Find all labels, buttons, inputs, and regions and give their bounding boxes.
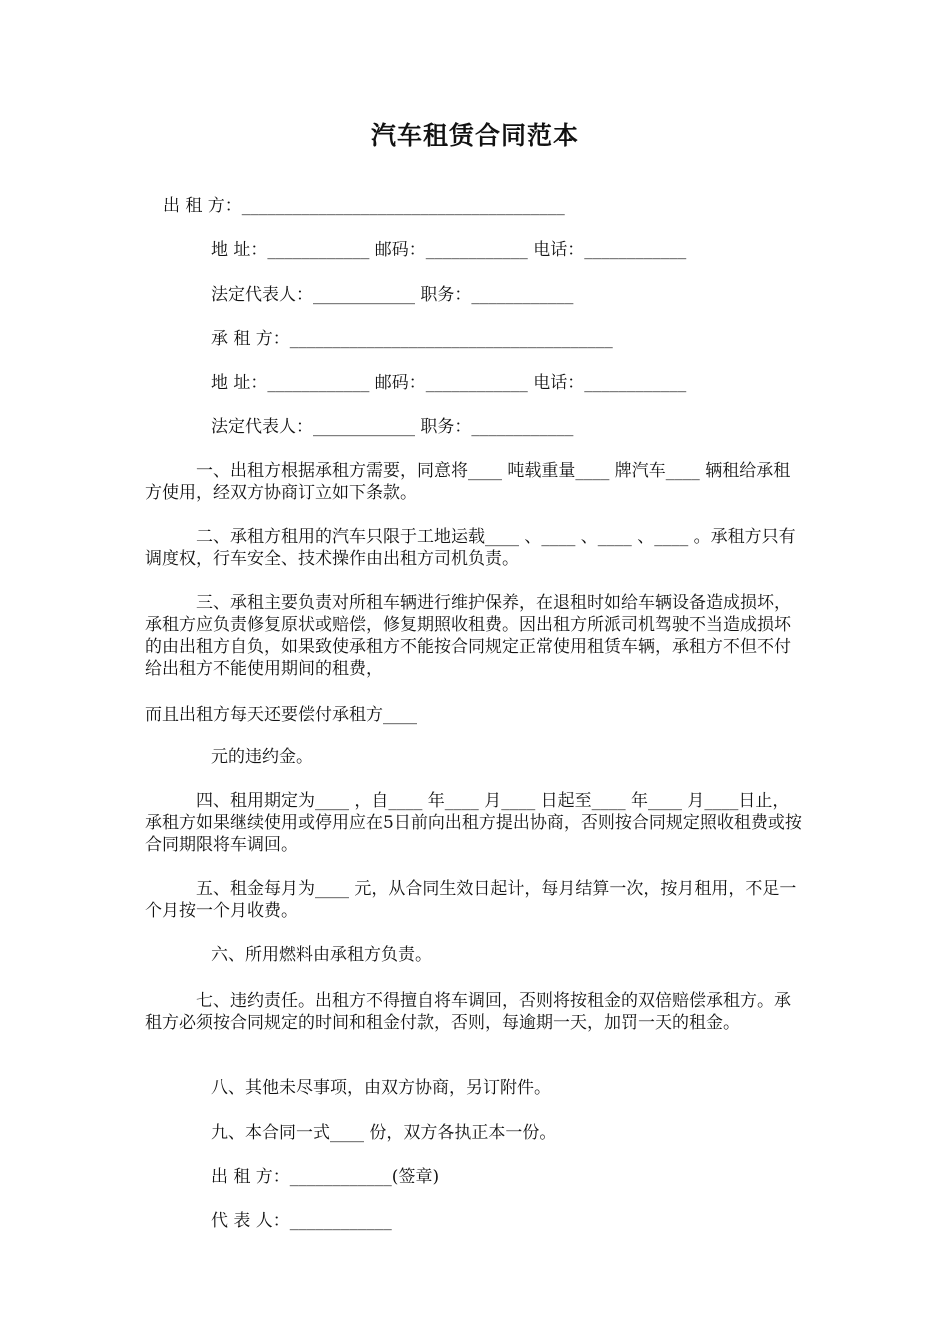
- clause-2: 二、承租方租用的汽车只限于工地运载____ 、____ 、____ 、____ 。承租方只有调度权，行车安全、技术操作由出租方司机负责。: [145, 527, 796, 569]
- clause-1: 一、出租方根据承租方需要，同意将____ 吨载重量____ 牌汽车____ 辆租给承租方使用，经双方协商订立如下条款。: [145, 461, 791, 503]
- clause-8: 八、其他未尽事项，由双方协商，另订附件。: [211, 1078, 551, 1098]
- lessor-representative-line: 法定代表人：____________ 职务：____________: [211, 285, 574, 305]
- clause-3-continued: 而且出租方每天还要偿付承租方____: [145, 705, 417, 725]
- lessee-representative-line: 法定代表人：____________ 职务：____________: [211, 417, 574, 437]
- clause-5: 五、租金每月为____ 元，从合同生效日起计，每月结算一次，按月租用，不足一个月按一个月收费。: [145, 879, 797, 921]
- lessor-address-line: 地 址：____________ 邮码：____________ 电话：____________: [211, 240, 687, 260]
- clause-7: 七、违约责任。出租方不得擅自将车调回，否则将按租金的双倍赔偿承租方。承租方必须按合同规定的时间和租金付款，否则，每逾期一天，加罚一天的租金。: [145, 991, 791, 1033]
- page-title: 汽车租赁合同范本: [370, 121, 579, 150]
- lessee-address-line: 地 址：____________ 邮码：____________ 电话：____________: [211, 373, 687, 393]
- clause-9: 九、本合同一式____ 份，双方各执正本一份。: [211, 1123, 557, 1143]
- signature-lessor: 出 租 方：____________(签章): [211, 1167, 440, 1187]
- signature-representative: 代 表 人：____________: [211, 1211, 392, 1231]
- clause-6: 六、所用燃料由承租方负责。: [211, 945, 432, 965]
- lessee-line: 承 租 方：______________________________________: [211, 329, 613, 349]
- lessor-line: 出 租 方：______________________________________: [163, 196, 565, 216]
- clause-4: 四、租用期定为____ ，自____ 年____ 月____ 日起至____ 年____ 月____日止，承租方如果继续使用或停用应在5日前向出租方提出协商，否则按合同规定照收租费或按合同期限将车调回。: [145, 791, 802, 855]
- clause-3: 三、承租主要负责对所租车辆进行维护保养，在退租时如给车辆设备造成损坏，承租方应负责修复原状或赔偿，修复期照收租费。因出租方所派司机驾驶不当造成损坏的由出租方自负，如果致使承租方不能按合同规定正常使用租赁车辆，承租方不但不付给出租方不能使用期间的租费，: [145, 593, 791, 679]
- clause-3-penalty: 元的违约金。: [211, 747, 313, 767]
